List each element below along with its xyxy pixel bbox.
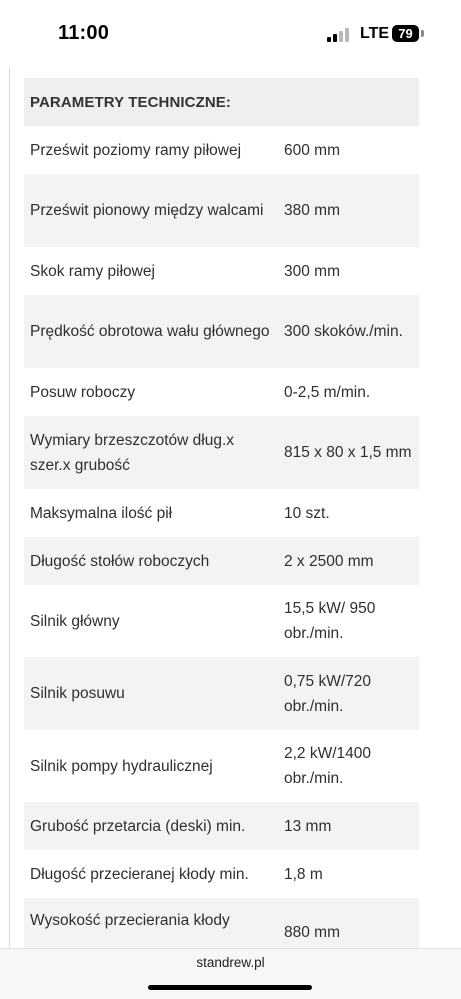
param-value: 600 mm bbox=[284, 141, 340, 159]
param-value: 13 mm bbox=[284, 817, 332, 835]
battery-level: 79 bbox=[398, 26, 413, 41]
table-row bbox=[24, 489, 419, 537]
table-header-label: PARAMETRY TECHNICZNE: bbox=[30, 93, 231, 111]
network-type: LTE bbox=[360, 25, 390, 42]
table-row bbox=[24, 730, 419, 802]
param-value: 10 szt. bbox=[284, 504, 330, 522]
param-label: Wymiary brzeszczotów dług.x szer.x grubość bbox=[30, 431, 234, 474]
param-label: Długość przecieranej kłody min. bbox=[30, 865, 249, 883]
table-row bbox=[24, 295, 419, 368]
param-label: Grubość przetarcia (deski) min. bbox=[30, 817, 246, 835]
param-value: 2 x 2500 mm bbox=[284, 552, 374, 570]
param-value: 1,8 m bbox=[284, 865, 323, 883]
param-label: Prędkość obrotowa wału głównego bbox=[30, 323, 270, 340]
table-row bbox=[24, 368, 419, 416]
param-value: 380 mm bbox=[284, 202, 340, 219]
param-value: 300 skoków./min. bbox=[284, 323, 403, 340]
param-value: 15,5 kW/ 950 obr./min. bbox=[284, 600, 376, 642]
table-row bbox=[24, 657, 419, 730]
home-indicator[interactable] bbox=[148, 985, 312, 990]
table-row bbox=[24, 802, 419, 850]
table-row bbox=[24, 537, 419, 585]
table-row bbox=[24, 126, 419, 174]
param-label: Posuw roboczy bbox=[30, 383, 136, 401]
param-label: Skok ramy piłowej bbox=[30, 262, 155, 280]
table-row bbox=[24, 416, 419, 489]
param-label: Silnik główny bbox=[30, 612, 120, 630]
param-value: 880 mm bbox=[284, 924, 340, 941]
param-label: Prześwit pionowy między walcami bbox=[30, 202, 264, 219]
param-value: 300 mm bbox=[284, 262, 340, 280]
param-value: 0,75 kW/720 obr./min. bbox=[284, 672, 372, 715]
table-row bbox=[24, 247, 419, 295]
browser-address-bar[interactable] bbox=[0, 948, 461, 999]
url-text[interactable]: standrew.pl bbox=[196, 955, 265, 970]
param-label: Maksymalna ilość pił bbox=[30, 504, 173, 522]
battery-cap bbox=[421, 30, 424, 37]
technical-parameters-table bbox=[24, 78, 419, 948]
battery-icon bbox=[392, 25, 419, 42]
param-value: 815 x 80 x 1,5 mm bbox=[284, 444, 412, 461]
table-row bbox=[24, 585, 419, 657]
status-time: 11:00 bbox=[58, 22, 110, 44]
param-label: Prześwit poziomy ramy piłowej bbox=[30, 141, 242, 159]
table-row bbox=[24, 850, 419, 898]
param-value: 2,2 kW/1400 obr./min. bbox=[284, 745, 372, 787]
table-header bbox=[24, 78, 419, 126]
page-left-border bbox=[9, 68, 10, 948]
signal-strength-icon bbox=[327, 26, 351, 42]
param-value: 0-2,5 m/min. bbox=[284, 383, 371, 401]
status-bar bbox=[0, 0, 461, 68]
param-label: Silnik pompy hydraulicznej bbox=[30, 757, 213, 775]
param-label: Długość stołów roboczych bbox=[30, 552, 210, 570]
table-row bbox=[24, 174, 419, 247]
param-label: Wysokość przecierania kłody bbox=[30, 912, 230, 929]
table-row bbox=[24, 898, 419, 948]
param-label: Silnik posuwu bbox=[30, 685, 125, 702]
